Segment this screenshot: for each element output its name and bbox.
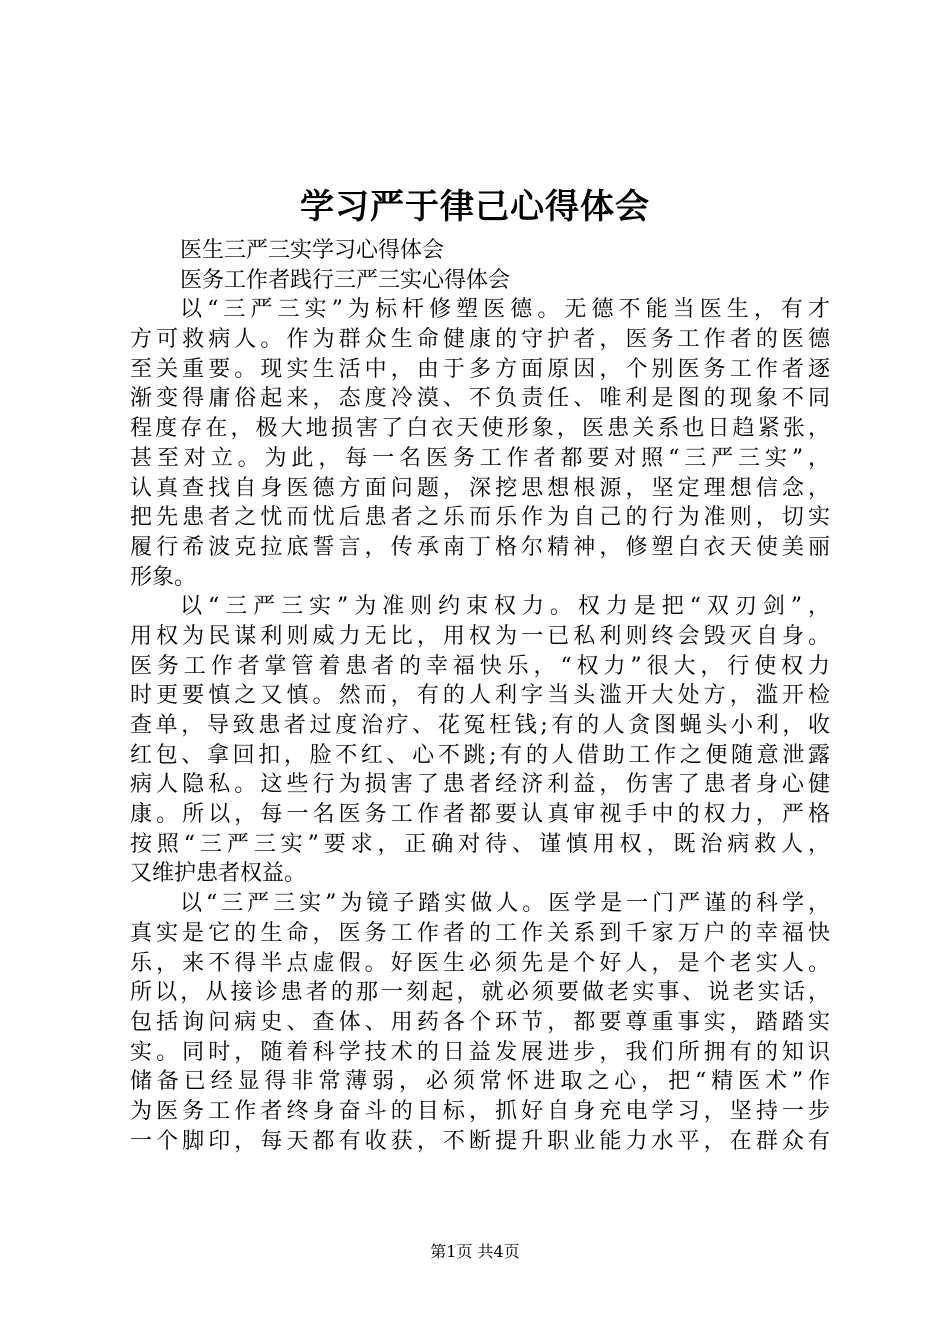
text-line: 所以，从接诊患者的那一刻起，就必须要做老实事、说老实话， [130, 980, 830, 1006]
text-line: 真实是它的生命，医务工作者的工作关系到千家万户的幸福快 [130, 920, 830, 946]
text-line: 病人隐私。这些行为损害了患者经济利益，伤害了患者身心健 [130, 772, 830, 798]
text-line: 为医务工作者终身奋斗的目标，抓好自身充电学习，坚持一步 [130, 1098, 830, 1124]
text-line: 红包、拿回扣，脸不红、心不跳;有的人借助工作之便随意泄露 [130, 742, 830, 768]
text-line: 把先患者之忧而忧后患者之乐而乐作为自己的行为准则，切实 [130, 505, 830, 531]
text-line: 以“三严三实”为标杆修塑医德。无德不能当医生，有才 [180, 297, 830, 323]
text-line: 程度存在，极大地损害了白衣天使形象，医患关系也日趋紧张， [130, 416, 830, 442]
text-line: 至关重要。现实生活中，由于多方面原因，个别医务工作者逐 [130, 356, 830, 382]
text-line: 履行希波克拉底誓言，传承南丁格尔精神，修塑白衣天使美丽 [130, 534, 830, 560]
text-line: 按照“三严三实”要求，正确对待、谨慎用权，既治病救人， [130, 831, 830, 857]
text-line: 医生三严三实学习心得体会 [180, 238, 445, 263]
text-line: 乐，来不得半点虚假。好医生必须先是个好人，是个老实人。 [130, 950, 830, 976]
page-footer: 第1页 共4页 [430, 1242, 520, 1261]
text-line: 康。所以，每一名医务工作者都要认真审视手中的权力，严格 [130, 802, 830, 828]
text-line: 一个脚印，每天都有收获，不断提升职业能力水平，在群众有 [130, 1128, 830, 1154]
document-body [130, 236, 830, 1156]
text-line: 渐变得庸俗起来，态度冷漠、不负责任、唯利是图的现象不同 [130, 386, 830, 412]
text-line: 实。同时，随着科学技术的日益发展进步，我们所拥有的知识 [130, 1039, 830, 1065]
text-line: 以“三严三实”为镜子踏实做人。医学是一门严谨的科学， [180, 891, 830, 917]
text-line: 方可救病人。作为群众生命健康的守护者，医务工作者的医德 [130, 327, 830, 353]
text-line: 形象。 [130, 564, 197, 590]
text-line: 以“三严三实”为准则约束权力。权力是把“双刃剑”， [180, 594, 830, 620]
text-line: 包括询问病史、查体、用药各个环节，都要尊重事实，踏踏实 [130, 1009, 830, 1035]
text-line: 医务工作者践行三严三实心得体会 [180, 267, 511, 293]
text-line: 查单，导致患者过度治疗、花冤枉钱;有的人贪图蝇头小利，收 [130, 713, 830, 738]
text-line: 又维护患者权益。 [130, 861, 307, 887]
text-line: 储备已经显得非常薄弱，必须常怀进取之心，把“精医术”作 [130, 1069, 830, 1095]
text-line: 医务工作者掌管着患者的幸福快乐，“权力”很大，行使权力 [130, 653, 830, 679]
document-title: 学习严于律己心得体会 [300, 187, 650, 227]
text-line: 用权为民谋利则威力无比，用权为一已私利则终会毁灭自身。 [130, 623, 830, 649]
text-line: 甚至对立。为此，每一名医务工作者都要对照“三严三实”， [130, 445, 830, 471]
text-line: 认真查找自身医德方面问题，深挖思想根源，坚定理想信念， [130, 475, 830, 501]
text-line: 时更要慎之又慎。然而，有的人利字当头滥开大处方，滥开检 [130, 683, 830, 709]
